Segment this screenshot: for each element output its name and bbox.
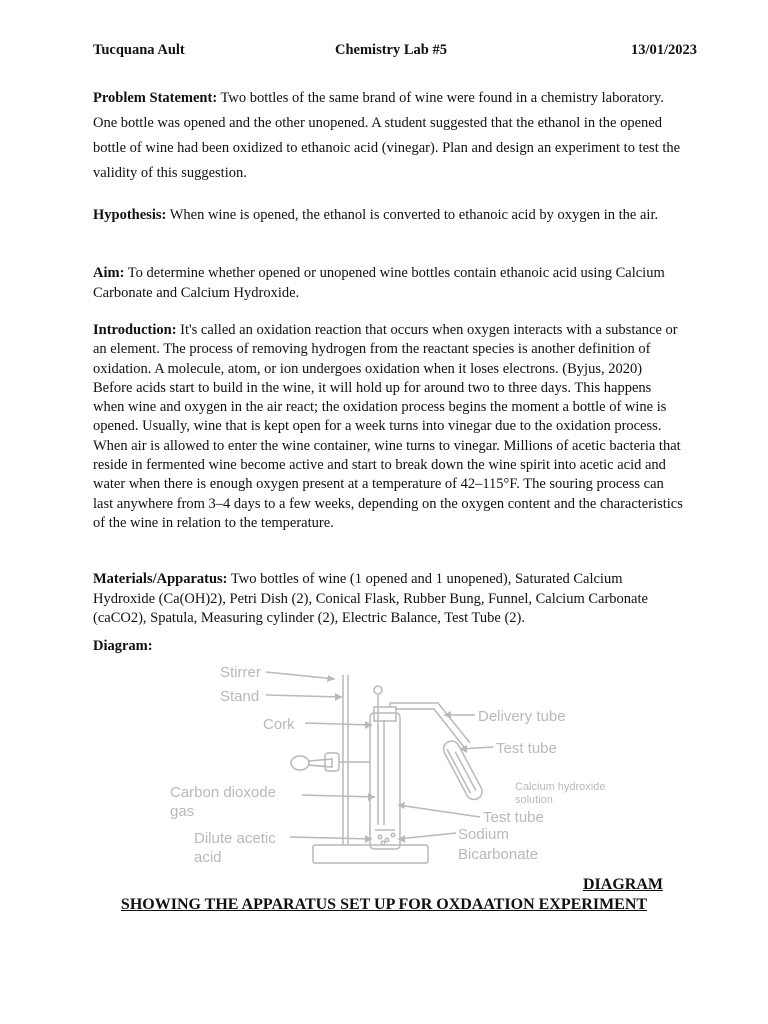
label-calcium-hydroxide: Calcium hydroxide [515,781,606,793]
document-date: 13/01/2023 [630,42,697,58]
diagram-heading [93,638,683,655]
label-calcium-hydroxide-2: solution [515,794,553,806]
hypothesis-label: Hypothesis: [93,207,167,223]
introduction-section [93,321,683,533]
label-carbon-dioxide: Carbon dioxode [170,784,276,801]
document-header [93,42,697,62]
label-cork: Cork [263,716,295,733]
introduction-label: Introduction: [93,322,177,338]
label-test-tube-top: Test tube [496,740,557,757]
aim-text: To determine whether opened or unopened wine bottles contain ethanoic acid using Calcium Carbonate and Calcium Hydroxide. [93,265,665,301]
label-test-tube-bottom: Test tube [483,809,544,826]
aim-section [93,264,683,303]
label-sodium-bicarbonate-2: Bicarbonate [458,846,539,863]
materials-text: Two bottles of wine (1 opened and 1 unopened), Saturated Calcium Hydroxide (Ca(OH)2), Petri Dish (2), Conical Flask, Rubber Bung, Funnel, Calcium Carbonate (caCO2), Spatula, Measuring cylinder (2), Electric Balance, Test Tube (2). [93,571,648,626]
aim-label: Aim: [93,265,125,281]
clamp-screw [309,759,332,767]
bicarbonate-particle [378,835,382,839]
introduction-text: It's called an oxidation reaction that occurs when oxygen interacts with a substance or an element. The process of removing hydrogen from the reactant species is another definition of oxidation. A molecule, atom, or ion undergoes oxidation when it loses electrons. (Byjus, 2020) Before acids start to build in the wine, it will hold up for around two to three days. This happens when wine and oxygen in the air react; the oxidation process begins the moment a bottle of wine is opened. Usually, wine that is kept open for a week turns into vinegar due to the oxidation process. When air is allowed to enter the wine container, wine turns to vinegar. Millions of acetic bacteria that reside in fermented wine become active and start to break down the wine spirit into acetic acid and water when there is enough oxygen present at a temperature of 42–115°F. The souring process can last anywhere from 3–4 days to a few weeks, depending on the oxygen content and the characteristics of the wine in relation to the temperature. [93,322,683,531]
label-carbon-dioxide-2: gas [170,803,195,820]
hypothesis-section [93,206,683,226]
problem-statement-label: Problem Statement: [93,90,218,106]
materials-label: Materials/Apparatus: [93,571,228,587]
clamp-knob [291,756,309,770]
stirrer-knob [374,686,382,694]
reaction-tube [370,713,400,849]
problem-statement-section [93,86,683,186]
diagram-caption-line1: DIAGRAM [583,876,663,893]
apparatus-diagram [160,655,630,870]
label-dilute-acetic-acid: Dilute acetic [194,830,276,847]
author-name: Tucquana Ault [93,42,185,58]
label-stand: Stand [220,688,260,705]
materials-section [93,570,683,629]
hypothesis-text: When wine is opened, the ethanol is converted to ethanoic acid by oxygen in the air. [166,207,659,223]
label-dilute-acetic-acid-2: acid [194,849,222,866]
problem-statement-text: Two bottles of the same brand of wine were found in a chemistry laboratory. One bottle was opened and the other unopened. A student suggested that the ethanol in the opened bottle of wine had been oxidized to ethanoic acid (vinegar). Plan and design an experiment to test the validity of this suggestion. [93,90,681,181]
label-sodium-bicarbonate: Sodium [458,826,509,843]
label-delivery-tube: Delivery tube [478,708,566,725]
diagram-heading-label: Diagram: [93,638,153,654]
document-title: Chemistry Lab #5 [335,42,447,58]
label-stirrer: Stirrer [220,664,261,681]
diagram-caption-line2: SHOWING THE APPARATUS SET UP FOR OXDAATION EXPERIMENT [120,896,648,913]
